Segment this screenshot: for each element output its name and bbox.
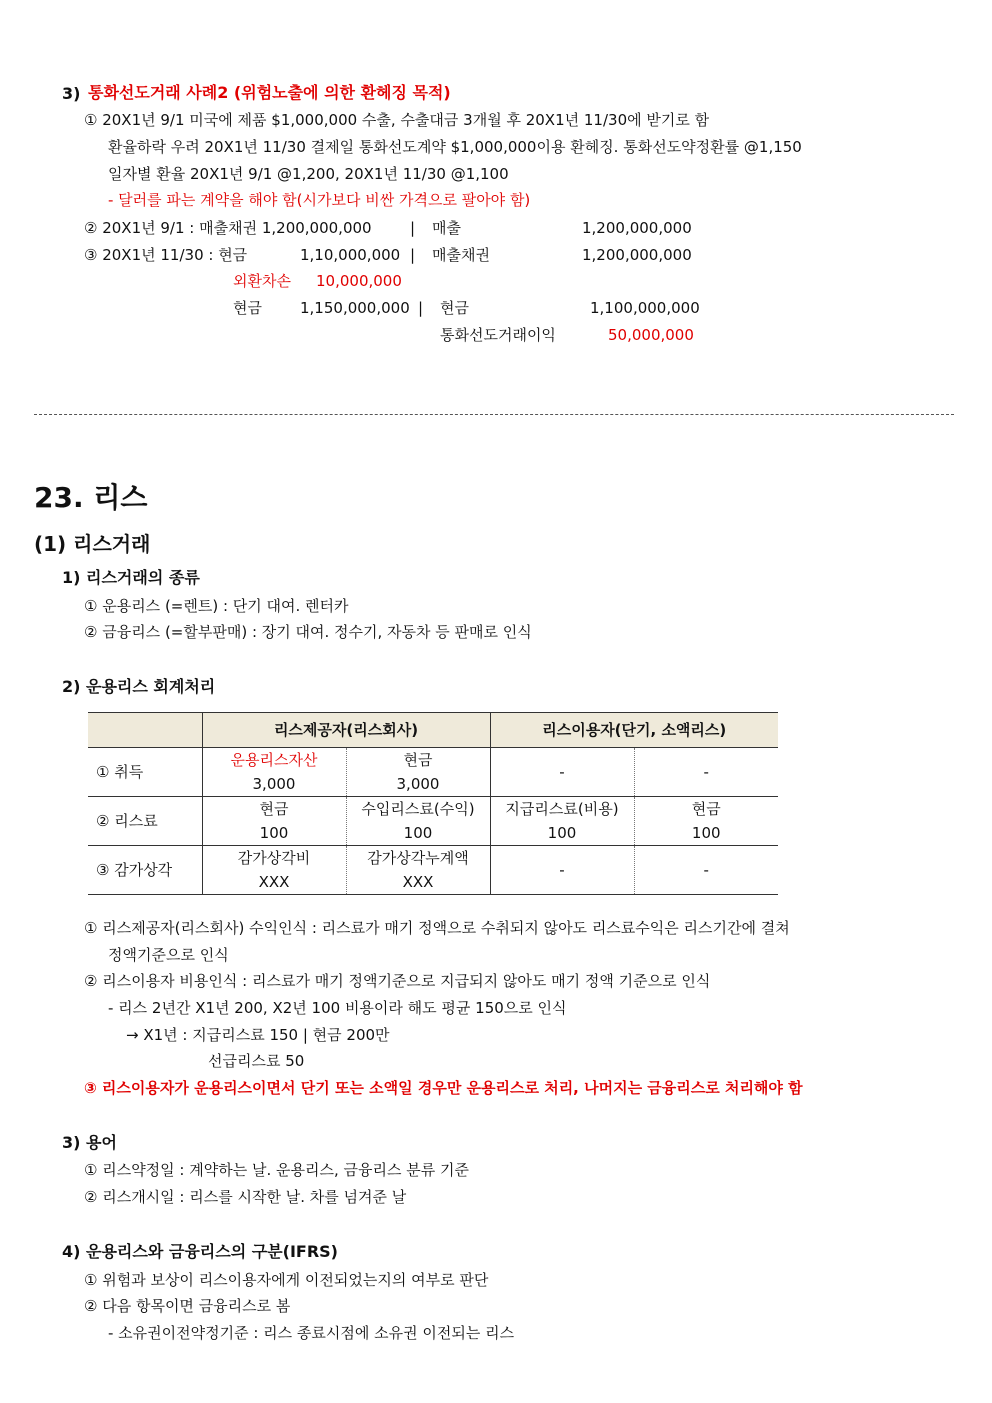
cell-account: 현금 xyxy=(691,800,721,818)
table-cell xyxy=(202,797,346,846)
section3-line4: - 달러를 파는 계약을 해야 함(시가보다 비싼 가격으로 팔아야 함) xyxy=(108,191,531,209)
table-cell: - xyxy=(634,748,778,797)
cell-account: 감가상각누계액 xyxy=(367,849,469,867)
table-header-lessor: 리스제공자(리스회사) xyxy=(202,713,490,748)
table-cell: - xyxy=(634,846,778,895)
cell-account: 운용리스자산 xyxy=(230,751,318,769)
entry2-credit-amount: 1,200,000,000 xyxy=(582,219,692,237)
entry4-cash-amount: 1,150,000,000 xyxy=(300,299,410,317)
accounting-note-2a: - 리스 2년간 X1년 200, X2년 100 비용이라 해도 평균 150으로 인식 xyxy=(108,999,567,1017)
table-cell xyxy=(346,748,490,797)
cell-amount: 3,000 xyxy=(396,775,440,793)
entry3-loss-label: 외환차손 xyxy=(233,272,291,290)
entry4-credit-amount: 1,100,000,000 xyxy=(590,299,700,317)
cell-account: 수입리스료(수익) xyxy=(361,800,475,818)
entry4-credit-label: 현금 xyxy=(440,299,469,317)
entry2-credit-label: 매출 xyxy=(432,219,461,237)
accounting-heading: 2) 운용리스 회계처리 xyxy=(62,677,216,696)
table-cell: - xyxy=(490,748,634,797)
section3-line2: 환율하락 우려 20X1년 11/30 결제일 통화선도계약 $1,000,000이용 환헤징. 통화선도약정환률 @1,150 xyxy=(108,138,802,156)
cell-amount: 100 xyxy=(403,824,433,842)
entry4-gain-label: 통화선도거래이익 xyxy=(440,326,556,344)
entry3-loss-amount: 10,000,000 xyxy=(316,272,402,290)
entry3-credit-label: 매출채권 xyxy=(432,246,490,264)
section3-line1: ① 20X1년 9/1 미국에 제품 $1,000,000 수출, 수출대금 3개월 후 20X1년 11/30에 받기로 함 xyxy=(84,111,710,129)
kinds-item-2: ② 금융리스 (=할부판매) : 장기 대여. 정수기, 자동차 등 판매로 인식 xyxy=(84,623,532,641)
chapter-subtitle: (1) 리스거래 xyxy=(34,532,151,556)
section3-line3: 일자별 환율 20X1년 9/1 @1,200, 20X1년 11/30 @1,100 xyxy=(108,165,509,183)
table-cell: - xyxy=(490,846,634,895)
entry4-gain-amount: 50,000,000 xyxy=(608,326,694,344)
cell-amount: 100 xyxy=(691,824,721,842)
table-header-lessee: 리스이용자(단기, 소액리스) xyxy=(490,713,778,748)
entry3-separator: | xyxy=(410,246,416,264)
distinction-item-2: ② 다음 항목이면 금융리스로 봄 xyxy=(84,1297,291,1315)
table-cell xyxy=(346,846,490,895)
accounting-note-2: ② 리스이용자 비용인식 : 리스료가 매기 정액기준으로 지급되지 않아도 매기 정액 기준으로 인식 xyxy=(84,972,711,990)
table-row xyxy=(88,797,778,846)
row-label: ② 리스료 xyxy=(88,797,202,846)
table-row xyxy=(88,846,778,895)
distinction-sub: - 소유권이전약정기준 : 리스 종료시점에 소유권 이전되는 리스 xyxy=(108,1324,515,1342)
terms-item-1: ① 리스약정일 : 계약하는 날. 운용리스, 금융리스 분류 기준 xyxy=(84,1161,469,1179)
distinction-item-1: ① 위험과 보상이 리스이용자에게 이전되었는지의 여부로 판단 xyxy=(84,1271,489,1289)
kinds-item-1: ① 운용리스 (=렌트) : 단기 대여. 렌터카 xyxy=(84,597,349,615)
row-label: ③ 감가상각 xyxy=(88,846,202,895)
table-cell xyxy=(346,797,490,846)
distinction-heading: 4) 운용리스와 금융리스의 구분(IFRS) xyxy=(62,1242,338,1261)
cell-amount: 100 xyxy=(547,824,577,842)
cell-amount: 3,000 xyxy=(252,775,296,793)
table-cell xyxy=(202,846,346,895)
accounting-note-2b: → X1년 : 지급리스료 150 | 현금 200만 xyxy=(126,1026,390,1044)
chapter-title: 23. 리스 xyxy=(34,481,148,514)
kinds-heading: 1) 리스거래의 종류 xyxy=(62,568,200,587)
accounting-note-2c: 선급리스료 50 xyxy=(208,1052,305,1070)
operating-lease-table xyxy=(88,712,778,895)
entry3-cash-amount: 1,10,000,000 xyxy=(300,246,401,264)
accounting-note-1-cont: 정액기준으로 인식 xyxy=(108,946,229,964)
table-header-empty xyxy=(88,713,202,748)
table-cell xyxy=(634,797,778,846)
entry2-separator: | xyxy=(410,219,416,237)
cell-amount: 100 xyxy=(259,824,289,842)
terms-item-2: ② 리스개시일 : 리스를 시작한 날. 차를 넘겨준 날 xyxy=(84,1188,407,1206)
entry4-separator: | xyxy=(418,299,424,317)
entry4-cash-label: 현금 xyxy=(233,299,262,317)
row-label: ① 취득 xyxy=(88,748,202,797)
section3-heading-number: 3) xyxy=(62,84,81,103)
accounting-note-1: ① 리스제공자(리스회사) 수익인식 : 리스료가 매기 정액으로 수취되지 않아도 리스료수익은 리스기간에 결쳐 xyxy=(84,919,790,937)
section-divider xyxy=(34,414,954,415)
cell-account: 현금 xyxy=(403,751,433,769)
table-cell xyxy=(202,748,346,797)
section3-heading: 통화선도거래 사례2 (위험노출에 의한 환헤징 목적) xyxy=(88,83,451,102)
table-cell xyxy=(490,797,634,846)
accounting-note-3: ③ 리스이용자가 운용리스이면서 단기 또는 소액일 경우만 운용리스로 처리, 나머지는 금융리스로 처리해야 함 xyxy=(84,1079,803,1097)
cell-amount: XXX xyxy=(258,873,290,891)
table-header-row xyxy=(88,713,778,748)
entry3-credit-amount: 1,200,000,000 xyxy=(582,246,692,264)
entry2-debit: ② 20X1년 9/1 : 매출채권 1,200,000,000 xyxy=(84,219,372,237)
cell-account: 감가상각비 xyxy=(237,849,311,867)
table-row xyxy=(88,748,778,797)
terms-heading: 3) 용어 xyxy=(62,1133,117,1152)
cell-account: 현금 xyxy=(259,800,289,818)
cell-amount: XXX xyxy=(402,873,434,891)
entry3-debit: ③ 20X1년 11/30 : 현금 xyxy=(84,246,248,264)
cell-account: 지급리스료(비용) xyxy=(505,800,619,818)
